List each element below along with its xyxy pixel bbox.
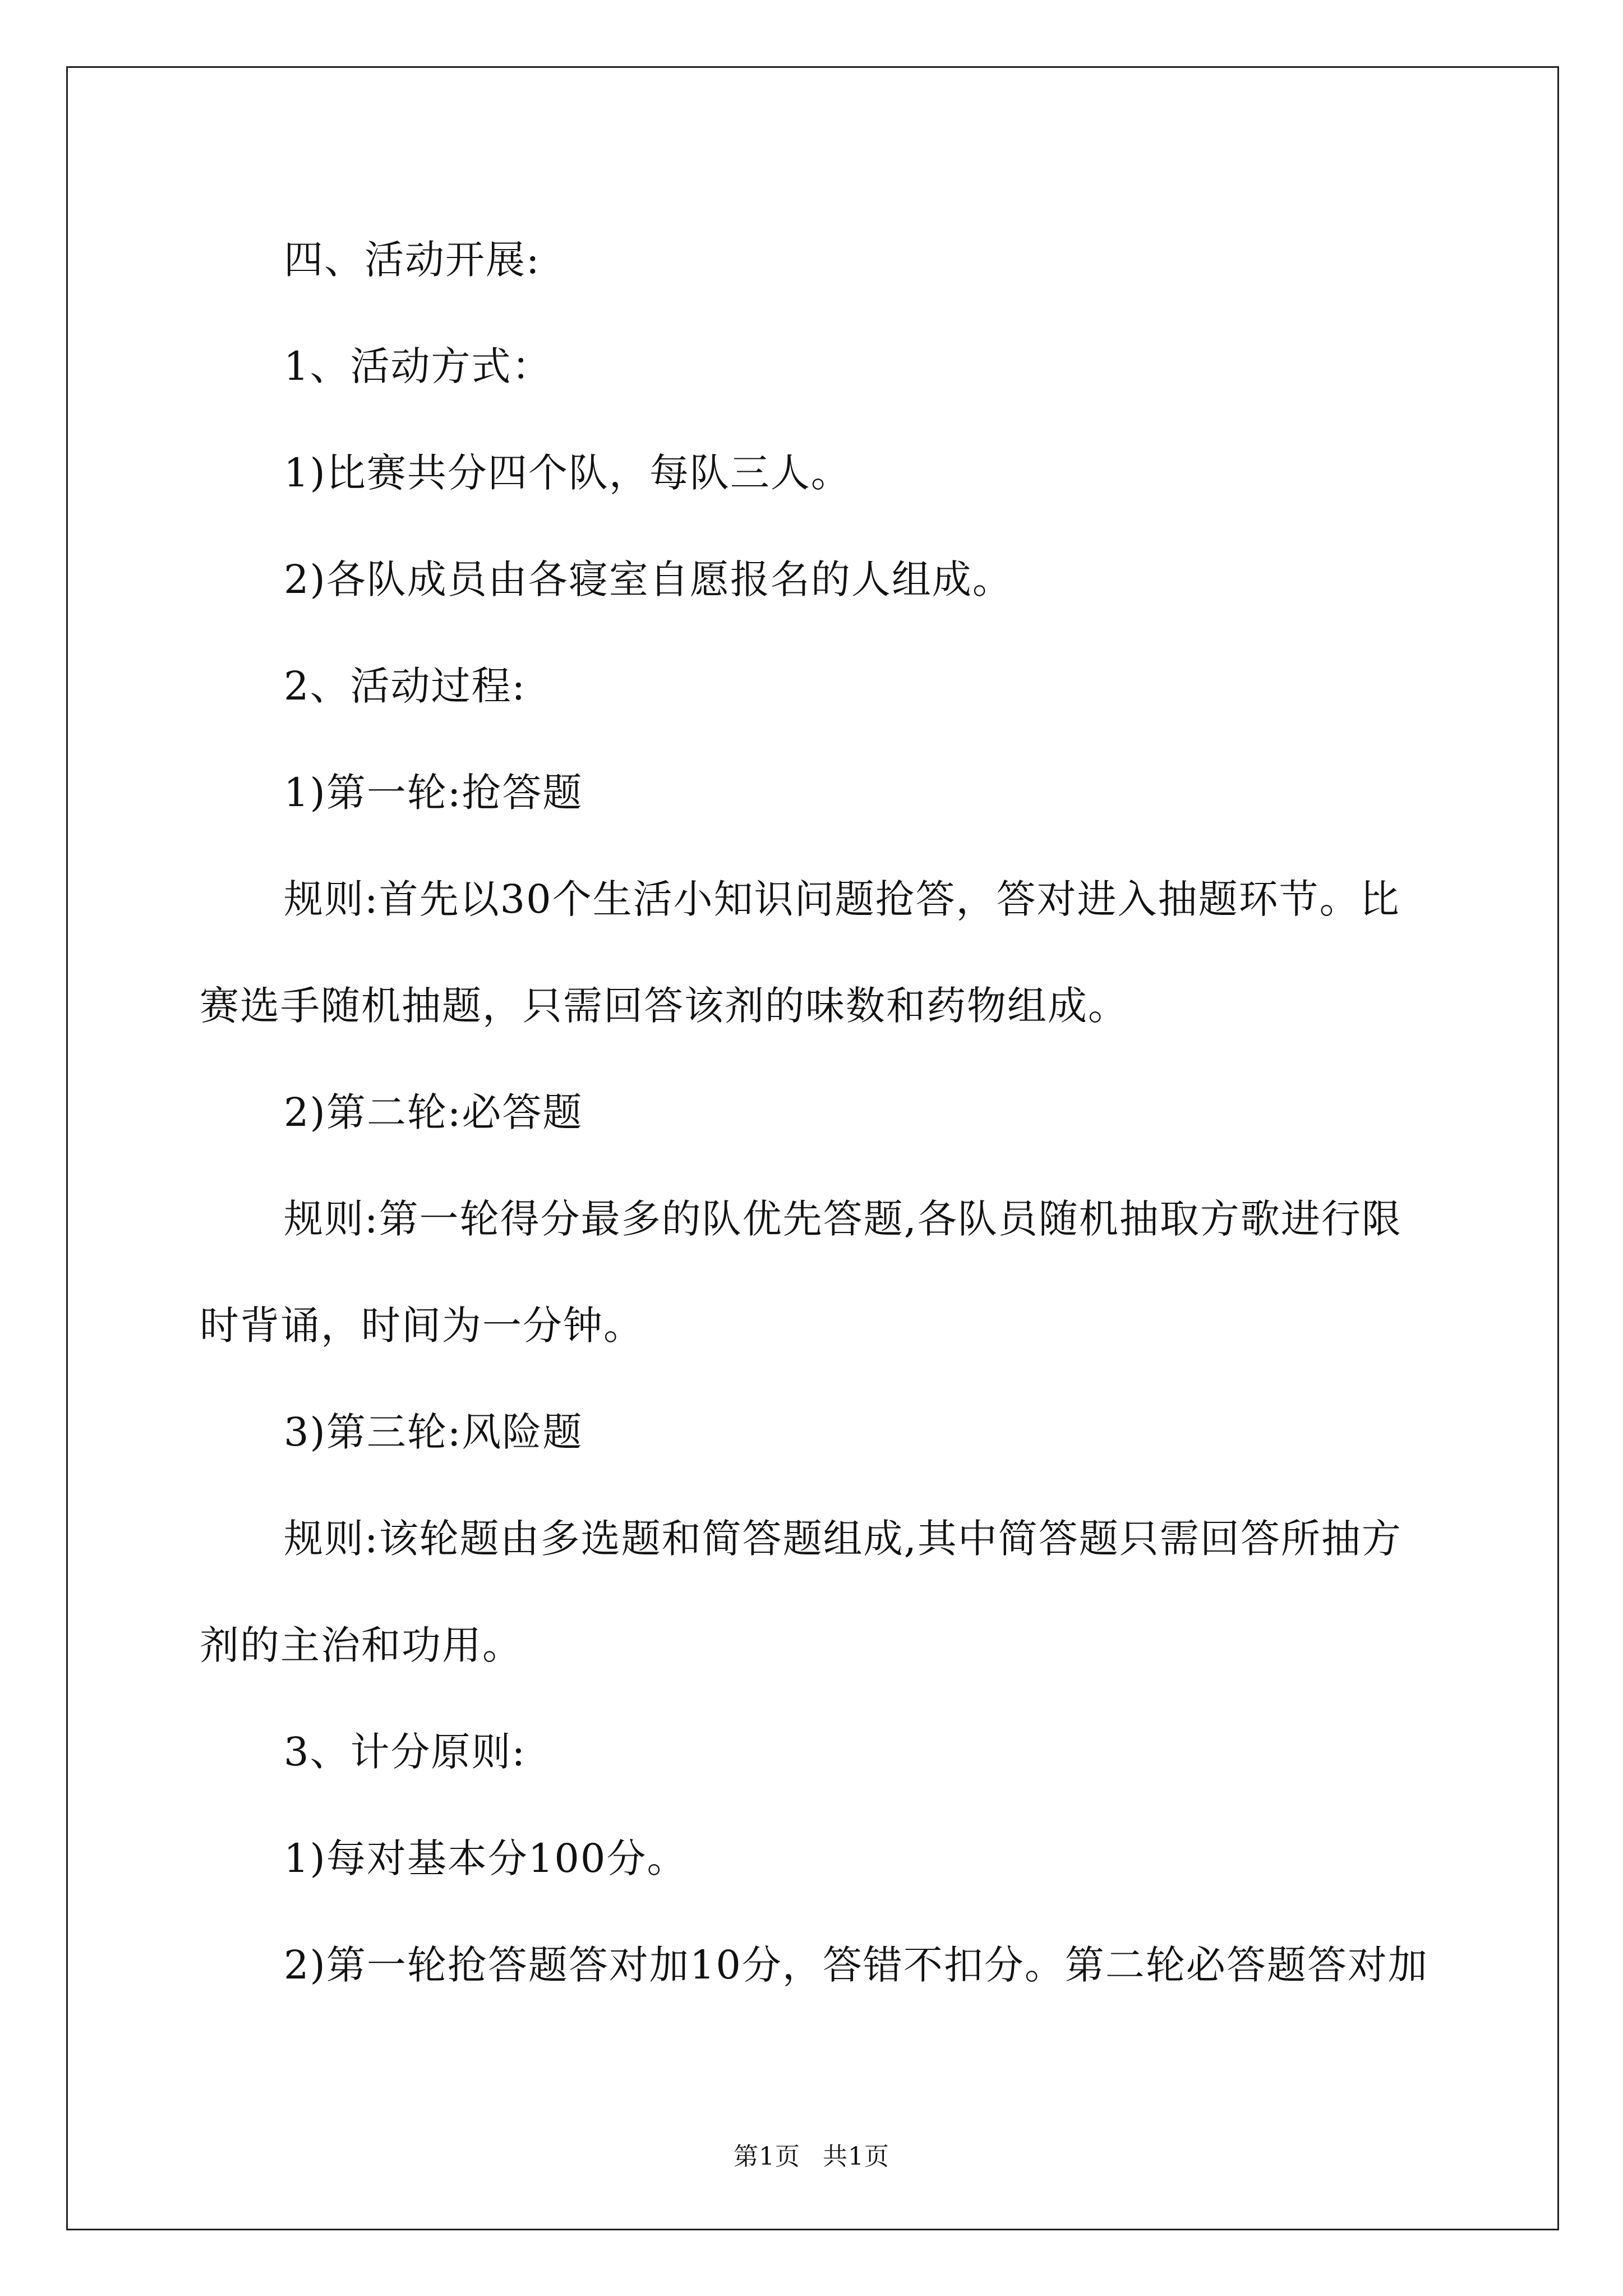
heading-scoring: 3、计分原则:	[284, 1729, 527, 1775]
page-current: 第1页	[734, 2142, 800, 2171]
rule-round-one-line2: 赛选手随机抽题，只需回答该剂的味数和药物组成。	[200, 983, 1128, 1029]
rule-round-three-line1: 规则:该轮题由多选题和简答题组成,其中简答题只需回答所抽方	[284, 1516, 1402, 1562]
document-body	[200, 206, 1433, 2018]
heading-round-two: 2)第二轮:必答题	[284, 1089, 583, 1135]
page-total: 共1页	[823, 2142, 889, 2171]
paragraph-round-scoring: 2)第一轮抢答题答对加10分，答错不扣分。第二轮必答题答对加	[284, 1942, 1428, 1988]
heading-activity-format: 1、活动方式：	[284, 343, 552, 389]
heading-round-three: 3)第三轮:风险题	[284, 1409, 583, 1455]
heading-activity-development: 四、活动开展:	[284, 237, 541, 283]
rule-round-one-line1: 规则:首先以30个生活小知识问题抢答，答对进入抽题环节。比	[284, 876, 1400, 922]
paragraph-members: 2)各队成员由各寝室自愿报名的人组成。	[284, 556, 1013, 602]
heading-activity-process: 2、活动过程:	[284, 663, 527, 709]
rule-round-two-line2: 时背诵，时间为一分钟。	[200, 1303, 644, 1349]
rule-round-three-line2: 剂的主治和功用。	[200, 1622, 523, 1668]
page-footer	[0, 2136, 1623, 2172]
heading-round-one: 1)第一轮:抢答题	[284, 770, 583, 816]
paragraph-base-score: 1)每对基本分100分。	[284, 1835, 688, 1881]
rule-round-two-line1: 规则:第一轮得分最多的队优先答题,各队员随机抽取方歌进行限	[284, 1196, 1402, 1242]
paragraph-teams: 1)比赛共分四个队，每队三人。	[284, 450, 851, 496]
